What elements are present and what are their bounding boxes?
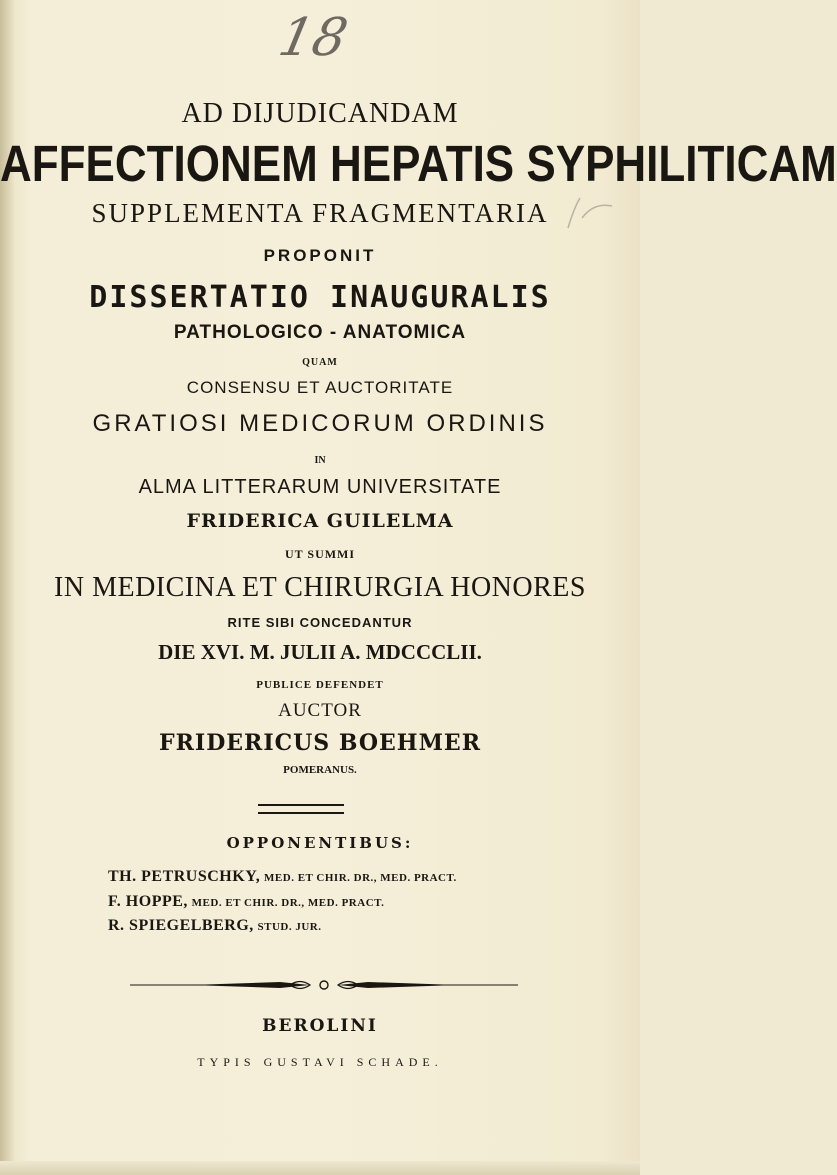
opponent-row: [108, 893, 384, 911]
page-bottom-edge: [0, 1161, 640, 1175]
title-line-supplementa: SUPPLEMENTA FRAGMENTARIA: [91, 198, 549, 228]
opponent-row: [108, 917, 322, 935]
line-pathologico: PATHOLOGICO - ANATOMICA: [173, 322, 467, 343]
line-in: IN: [314, 455, 326, 466]
opponent-name: TH. PETRUSCHKY,: [108, 868, 261, 885]
handwritten-page-number: 18: [273, 8, 353, 68]
opponent-name: F. HOPPE,: [108, 893, 188, 910]
title-line-main: AFFECTIONEM HEPATIS SYPHILITICAM: [0, 136, 837, 193]
line-gratiosi: GRATIOSI MEDICORUM ORDINIS: [92, 410, 548, 437]
line-ut-summi: UT SUMMI: [284, 547, 356, 561]
line-consensu: CONSENSU ET AUCTORITATE: [186, 378, 454, 397]
title-line-ad: AD DIJUDICANDAM: [181, 98, 459, 129]
double-rule-divider: [258, 804, 344, 814]
line-dissertatio: DISSERTATIO INAUGURALIS: [89, 280, 551, 315]
author-name: FRIDERICUS BOEHMER: [159, 730, 481, 756]
opponent-name: R. SPIEGELBERG,: [108, 917, 254, 934]
line-friderica-guilelma: FRIDERICA GUILELMA: [186, 510, 454, 532]
line-auctor: AUCTOR: [278, 700, 362, 721]
opponent-title: MED. ET CHIR. DR., MED. PRACT.: [191, 897, 385, 909]
line-quam: QUAM: [302, 357, 338, 368]
opponent-title: MED. ET CHIR. DR., MED. PRACT.: [264, 872, 457, 884]
imprint-printer: TYPIS GUSTAVI SCHADE.: [197, 1055, 443, 1069]
line-publice: PUBLICE DEFENDET: [256, 679, 384, 691]
ornamental-rule-icon: [130, 975, 518, 995]
line-proponit: PROPONIT: [263, 246, 377, 265]
opponent-title: STUD. JUR.: [257, 921, 322, 933]
line-date: DIE XVI. M. JULII A. MDCCCLII.: [158, 640, 482, 664]
opponent-row: [108, 868, 457, 886]
line-pomeranus: POMERANUS.: [283, 764, 357, 776]
line-alma: ALMA LITTERARUM UNIVERSITATE: [138, 476, 502, 498]
line-rite: RITE SIBI CONCEDANTUR: [227, 615, 413, 630]
line-in-medicina: IN MEDICINA ET CHIRURGIA HONORES: [54, 572, 586, 603]
imprint-place: BEROLINI: [262, 1016, 378, 1036]
line-opponentibus: OPPONENTIBUS:: [226, 834, 414, 852]
